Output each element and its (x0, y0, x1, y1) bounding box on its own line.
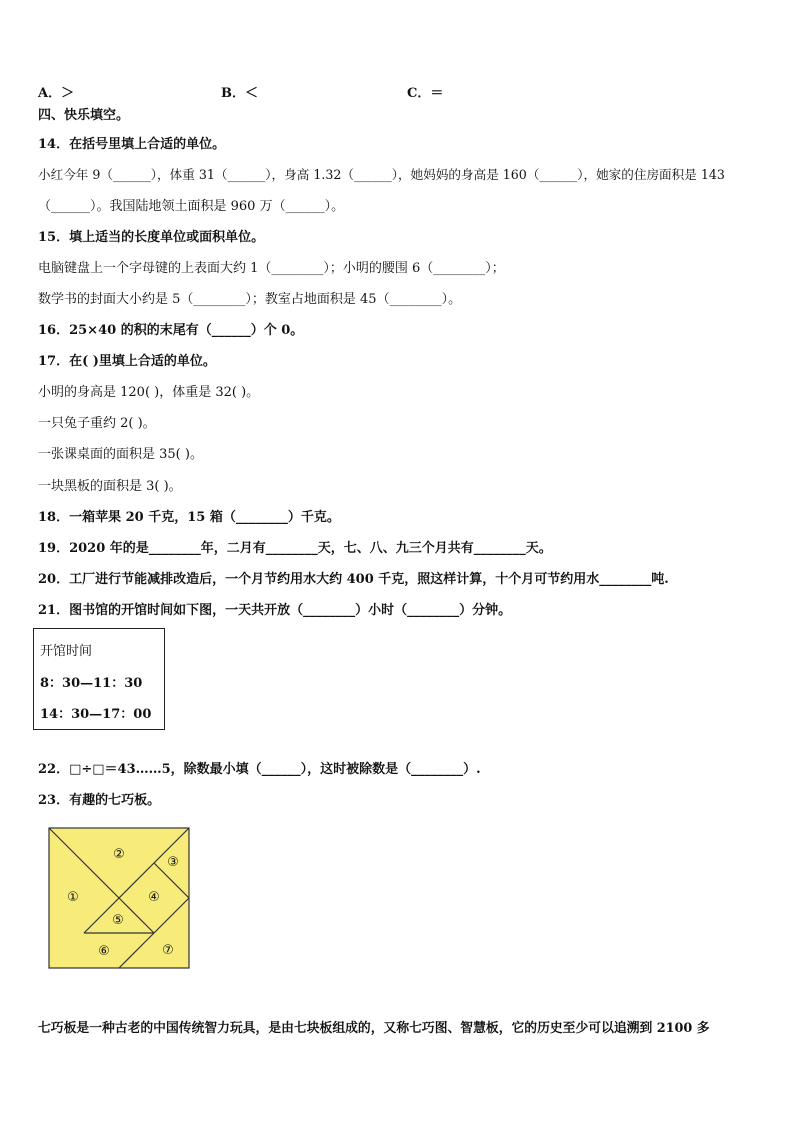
q14-line2: （______）。我国陆地领土面积是 960 万（______）。 (38, 199, 345, 214)
q17-line1: 小明的身高是 120( )，体重是 32( )。 (38, 385, 260, 400)
q23-title: 23．有趣的七巧板。 (38, 793, 161, 808)
q17-line4: 一块黑板的面积是 3( )。 (38, 479, 182, 494)
tangram-label-7: ⑦ (162, 943, 174, 958)
q21-title: 21．图书馆的开馆时间如下图，一天共开放（________）小时（________）分钟。 (38, 603, 512, 618)
q15-line2: 数学书的封面大小约是 5（________）；教室占地面积是 45（________）。 (38, 292, 462, 307)
tangram-label-6: ⑥ (98, 944, 110, 959)
tangram-label-5: ⑤ (112, 913, 124, 928)
q18-text: 18．一箱苹果 20 千克，15 箱（________）千克。 (38, 510, 340, 525)
tangram-label-2: ② (113, 847, 125, 862)
choice-a: A．＞ (38, 86, 75, 101)
q14-title: 14．在括号里填上合适的单位。 (38, 137, 226, 152)
opening-hours-afternoon: 14：30—17：00 (40, 707, 152, 722)
q15-title: 15．填上适当的长度单位或面积单位。 (38, 230, 265, 245)
tangram-label-4: ④ (148, 890, 160, 905)
q17-line2: 一只兔子重约 2( )。 (38, 416, 156, 431)
tangram-label-1: ① (67, 890, 79, 905)
q19-text: 19．2020 年的是________年，二月有________天，七、八、九三个月共有________天。 (38, 541, 552, 556)
opening-hours-morning: 8：30—11：30 (40, 676, 143, 691)
q16-text: 16．25×40 的积的末尾有（______）个 0。 (38, 323, 304, 338)
q20-text: 20．工厂进行节能减排改造后，一个月节约用水大约 400 千克，照这样计算，十个月可节约用水________吨. (38, 572, 669, 587)
q17-title: 17．在( )里填上合适的单位。 (38, 354, 216, 369)
q22-text: 22．□÷□＝43……5，除数最小填（______），这时被除数是（________）. (38, 762, 481, 777)
q14-line1: 小红今年 9（______），体重 31（______），身高 1.32（______），她妈妈的身高是 160（______），她家的住房面积是 143 (38, 167, 725, 182)
opening-hours-box (33, 628, 165, 730)
tangram-description: 七巧板是一种古老的中国传统智力玩具，是由七块板组成的，又称七巧图、智慧板，它的历史至少可以追溯到 2100 多 (38, 1021, 710, 1036)
opening-hours-title: 开馆时间 (40, 644, 93, 659)
choice-c: C．＝ (407, 86, 444, 101)
section-heading: 四、快乐填空。 (38, 108, 130, 123)
answer-choices (38, 82, 738, 100)
choice-b: B．＜ (221, 86, 258, 101)
q15-line1: 电脑键盘上一个字母键的上表面大约 1（________）；小明的腰围 6（________）； (38, 261, 505, 276)
tangram-label-3: ③ (167, 855, 179, 870)
tangram-figure (48, 827, 190, 969)
q17-line3: 一张课桌面的面积是 35( )。 (38, 447, 203, 462)
